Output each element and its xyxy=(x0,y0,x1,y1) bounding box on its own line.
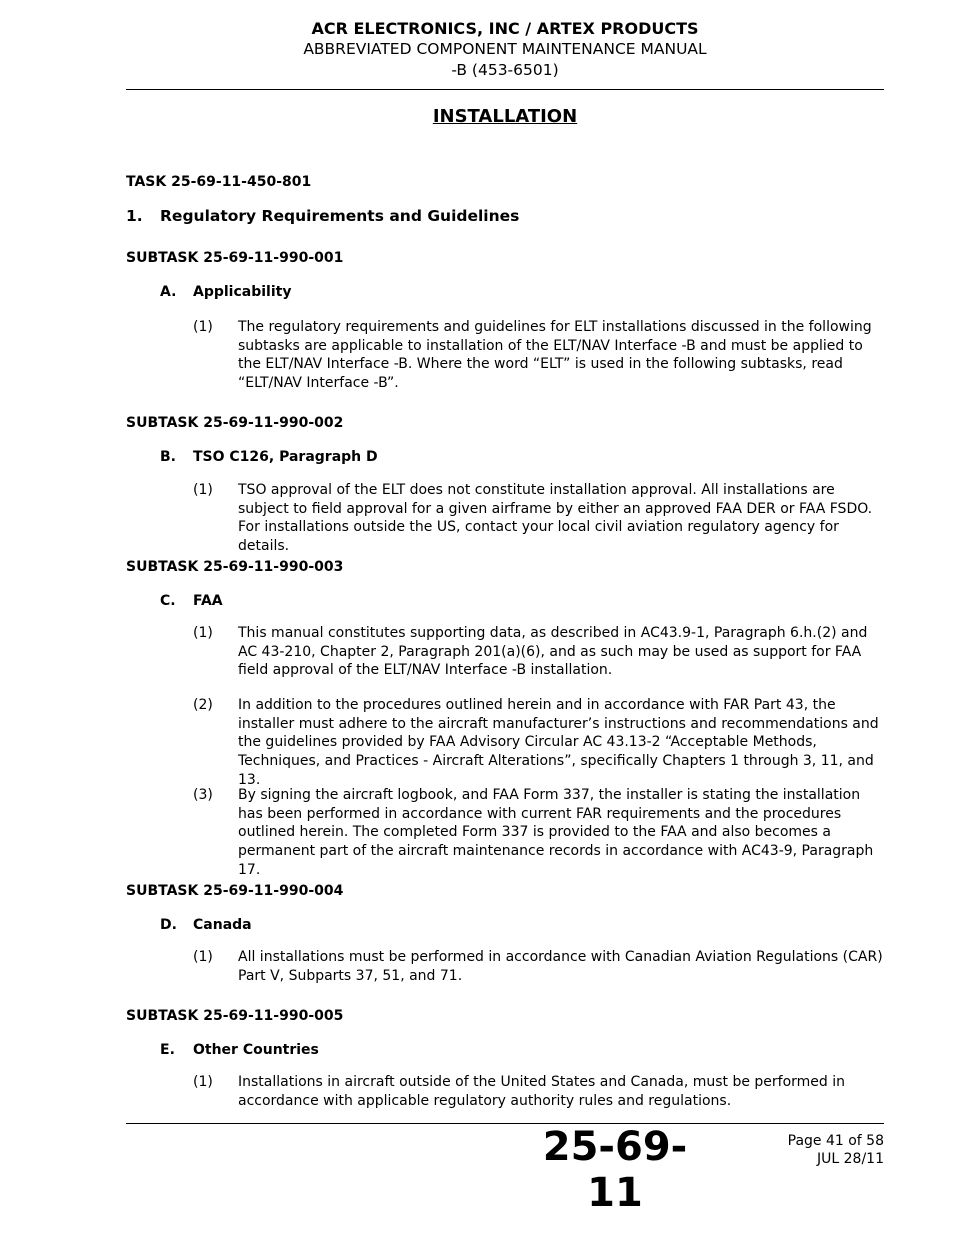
paragraph-number: (1) xyxy=(193,482,213,498)
paragraph-number: (1) xyxy=(193,1074,213,1090)
paragraph-text: In addition to the procedures outlined herein and in accordance with FAR Part 43, the installer must adhere to the aircraft manufacturer’s instructions and recommendations and the guidelines provided by FAA Advisory Circular AC 43.13-2 “Acceptable Methods, Techniques, and Practices - Aircraft Alterations”, specifically Chapters 1 through 3, 11, and 13. xyxy=(238,697,879,788)
paragraph-text: The regulatory requirements and guidelines for ELT installations discussed in the following subtasks are applicable to installation of the ELT/NAV Interface -B and must be applied to the ELT/NAV Interface -B. Where the word “ELT” is used in the following subtasks, read “ELT/NAV Interface -B”. xyxy=(238,319,872,392)
paragraph-number: (1) xyxy=(193,625,213,641)
header-manual-title: ABBREVIATED COMPONENT MAINTENANCE MANUAL xyxy=(303,40,707,58)
paragraph-text: All installations must be performed in accordance with Canadian Aviation Regulations (CAR) Part V, Subparts 37, 51, and 71. xyxy=(238,949,883,984)
subtask-heading: TSO C126, Paragraph D xyxy=(193,449,378,465)
paragraph-text: This manual constitutes supporting data, as described in AC43.9-1, Paragraph 6.h.(2) and AC 43-210, Chapter 2, Paragraph 201(a)(6), and as such may be used as support for FAA field approval of the ELT/NAV Interface -B installation. xyxy=(238,625,868,679)
subtask-code: SUBTASK 25-69-11-990-005 xyxy=(126,1008,344,1024)
section-title: Regulatory Requirements and Guidelines xyxy=(160,207,520,225)
footer-divider xyxy=(126,1123,884,1124)
paragraph-number: (1) xyxy=(193,319,213,335)
subtask-letter: C. xyxy=(160,593,176,609)
subtask-code: SUBTASK 25-69-11-990-001 xyxy=(126,250,344,266)
header-part-number: -B (453-6501) xyxy=(451,61,559,79)
subtask-code: SUBTASK 25-69-11-990-002 xyxy=(126,415,344,431)
subtask-letter: A. xyxy=(160,284,177,300)
revision-date: JUL 28/11 xyxy=(817,1151,884,1167)
subtask-heading: FAA xyxy=(193,593,223,609)
paragraph-text: TSO approval of the ELT does not constitute installation approval. All installations are subject to field approval for a given airframe by either an approved FAA DER or FAA FSDO. For installations outside the US, contact your local civil aviation regulatory agency for details. xyxy=(238,482,873,555)
paragraph-text: By signing the aircraft logbook, and FAA Form 337, the installer is stating the installation has been performed in accordance with current FAR requirements and the procedures outlined herein. The completed Form 337 is provided to the FAA and also becomes a permanent part of the aircraft maintenance records in accordance with AC43-9, Paragraph 17. xyxy=(238,787,874,878)
subtask-letter: B. xyxy=(160,449,176,465)
paragraph-number: (1) xyxy=(193,949,213,965)
subtask-letter: D. xyxy=(160,917,177,933)
footer-chapter-code: 25-69-11 xyxy=(542,1124,688,1216)
subtask-heading: Applicability xyxy=(193,284,292,300)
section-number: 1. xyxy=(126,207,143,225)
paragraph-text: Installations in aircraft outside of the United States and Canada, must be performed in accordance with applicable regulatory authority rules and regulations. xyxy=(238,1074,846,1109)
subtask-code: SUBTASK 25-69-11-990-004 xyxy=(126,883,344,899)
subtask-heading: Canada xyxy=(193,917,252,933)
page-number: Page 41 of 58 xyxy=(787,1133,884,1149)
subtask-heading: Other Countries xyxy=(193,1042,319,1058)
header-company: ACR ELECTRONICS, INC / ARTEX PRODUCTS xyxy=(311,19,699,38)
subtask-letter: E. xyxy=(160,1042,175,1058)
subtask-code: SUBTASK 25-69-11-990-003 xyxy=(126,559,344,575)
paragraph-number: (3) xyxy=(193,787,213,803)
page-title: INSTALLATION xyxy=(432,106,578,127)
task-code: TASK 25-69-11-450-801 xyxy=(126,174,312,190)
paragraph-number: (2) xyxy=(193,697,213,713)
header-divider xyxy=(126,89,884,90)
footer-page-info xyxy=(788,1132,884,1168)
